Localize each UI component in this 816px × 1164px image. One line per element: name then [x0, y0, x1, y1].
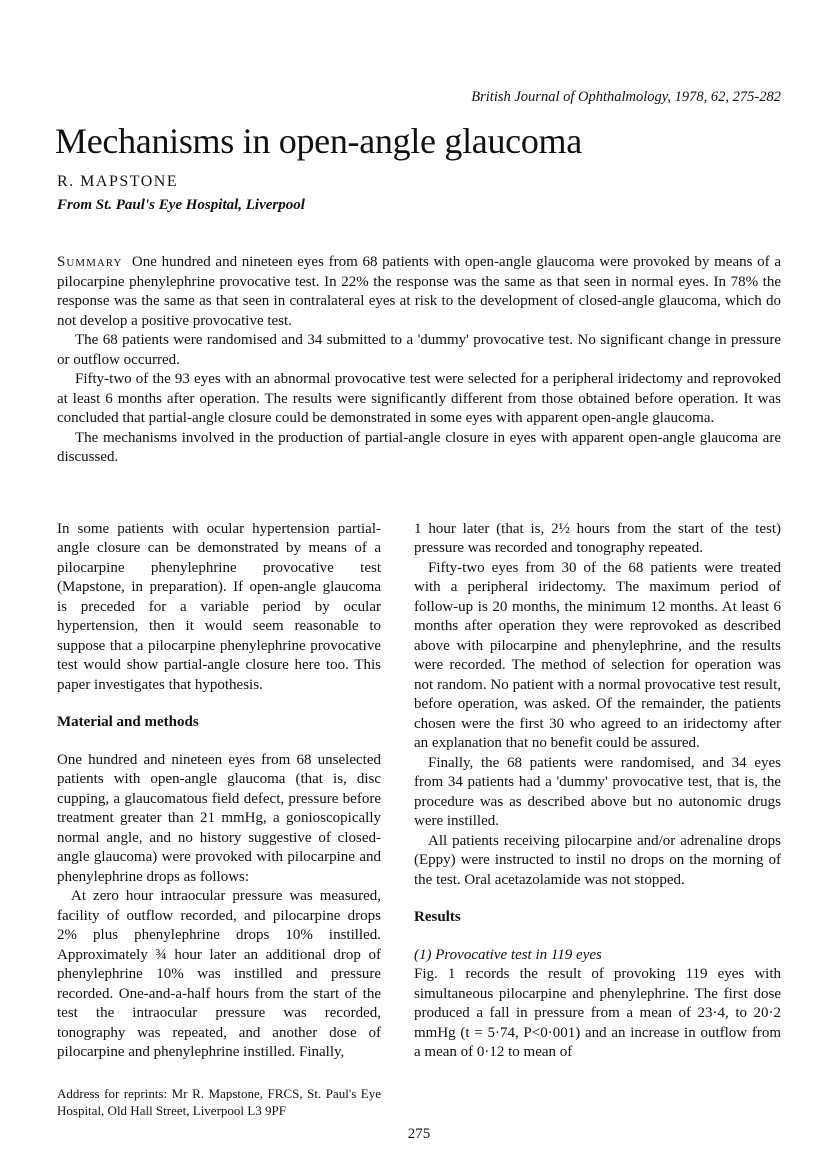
journal-reference: British Journal of Ophthalmology, 1978, 62, 275-282	[471, 89, 781, 105]
summary-paragraph: The mechanisms involved in the production of partial-angle closure in eyes with apparent open-angle glaucoma are discussed.	[57, 429, 781, 465]
results-paragraph: Fig. 1 records the result of provoking 119 eyes with simultaneous pilocarpine and phenylephrine. The first dose produced a fall in pressure from a mean of 23·4, to 20·2 mmHg (t = 5·74, P<0·001) and an increase in outflow from a mean of 0·12 to mean of	[414, 966, 781, 1060]
left-column	[57, 520, 381, 1119]
page-number: 275	[407, 1125, 431, 1142]
methods-paragraph: Fifty-two eyes from 30 of the 68 patients were treated with a peripheral iridectomy. The maximum period of follow-up is 20 months, the minimum 12 months. At least 6 months after operation they were reprovoked as described above with pilocarpine and phenylephrine, and the results were recorded. The method of selection for operation was not random. No patient with a normal provocative test result, before operation, was asked. Of the remainder, the patients chosen were the first 30 who agreed to an iridectomy after an explanation that no benefit could be assured.	[414, 559, 781, 751]
summary-text: One hundred and nineteen eyes from 68 patients with open-angle glaucoma were provoked by means of a pilocarpine phenylephrine provocative test. In 22% the response was the same as that seen in normal eyes. In 78% the response was the same as that seen in contralateral eyes at risk to the development of closed-angle glaucoma, which do not develop a positive provocative test.	[57, 254, 781, 329]
results-subheading: (1) Provocative test in 119 eyes	[414, 946, 602, 963]
summary-label: Summary	[57, 254, 123, 270]
body-columns	[57, 520, 781, 1119]
section-heading-results: Results	[414, 909, 461, 925]
summary-paragraph: The 68 patients were randomised and 34 submitted to a 'dummy' provocative test. No significant change in pressure or outflow occurred.	[57, 332, 781, 368]
methods-paragraph: One hundred and nineteen eyes from 68 unselected patients with open-angle glaucoma (that is, disc cupping, a glaucomatous field defect, pressure before treatment greater than 21 mmHg, a gonioscopically normal angle, and no history suggestive of closed-angle glaucoma) were provoked with pilocarpine and phenylephrine drops as follows:	[57, 751, 381, 885]
reprint-address: Address for reprints: Mr R. Mapstone, FRCS, St. Paul's Eye Hospital, Old Hall Street, Liverpool L3 9PF	[57, 1085, 381, 1118]
methods-paragraph: 1 hour later (that is, 2½ hours from the start of the test) pressure was recorded and tonography repeated.	[414, 520, 781, 556]
intro-paragraph: In some patients with ocular hypertension partial-angle closure can be demonstrated by means of a pilocarpine phenylephrine provocative test (Mapstone, in preparation). If open-angle glaucoma is preceded for a variable period by ocular hypertension, then it would seem reasonable to suppose that a pilocarpine phenylephrine provocative test would show partial-angle closure here too. This paper investigates that hypothesis.	[57, 520, 381, 693]
methods-paragraph: At zero hour intraocular pressure was measured, facility of outflow recorded, and pilocarpine drops 2% plus phenylephrine drops 10% instilled. Approximately ¾ hour later an additional drop of phenylephrine 10% was instilled and pressure recorded. One-and-a-half hours from the start of the test the intraocular pressure was recorded, tonography was repeated, and another dose of pilocarpine and phenylephrine instilled. Finally,	[57, 888, 381, 1060]
summary	[57, 253, 781, 468]
right-column	[414, 520, 781, 1119]
affiliation: From St. Paul's Eye Hospital, Liverpool	[57, 197, 305, 213]
methods-paragraph: All patients receiving pilocarpine and/or adrenaline drops (Eppy) were instructed to instil no drops on the morning of the test. Oral acetazolamide was not stopped.	[414, 832, 781, 888]
article-title: Mechanisms in open-angle glaucoma	[55, 121, 582, 161]
author: R. MAPSTONE	[57, 173, 179, 190]
summary-paragraph	[57, 253, 781, 331]
section-heading-methods: Material and methods	[57, 714, 199, 730]
summary-paragraph: Fifty-two of the 93 eyes with an abnormal provocative test were selected for a peripheral iridectomy and reprovoked at least 6 months after operation. The results were significantly different from those obtained before operation. It was concluded that partial-angle closure could be demonstrated in some eyes with apparent open-angle glaucoma.	[57, 371, 781, 426]
methods-paragraph: Finally, the 68 patients were randomised, and 34 eyes from 34 patients had a 'dummy' provocative test, that is, the procedure was as described above but no autonomic drugs were instilled.	[414, 754, 781, 829]
